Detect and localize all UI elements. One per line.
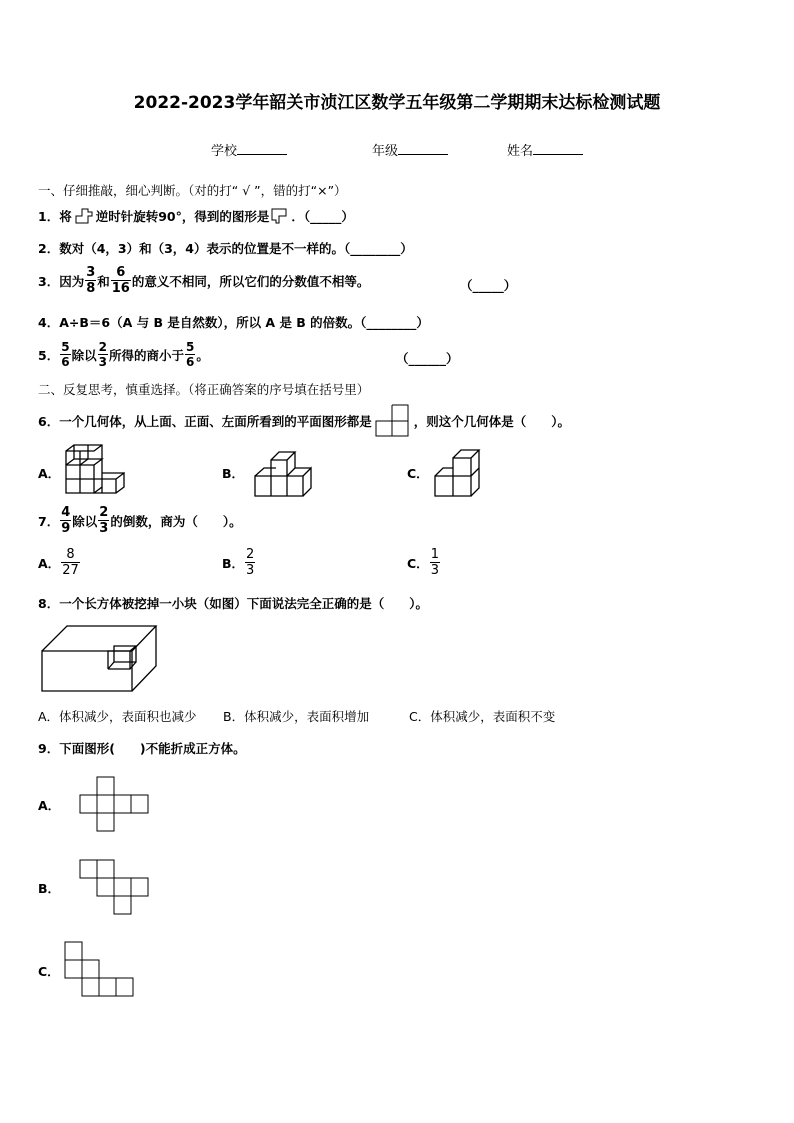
- q1-shape-original: [74, 207, 94, 225]
- q7-fraction-2: $\frac{2}{3}$: [99, 505, 109, 536]
- q3-and: 和: [97, 273, 110, 289]
- q6-option-b-label: B．: [222, 466, 245, 481]
- q1-number: 1．: [38, 209, 60, 224]
- q3-text: 的意义不相同，所以它们的分数值不相等。: [131, 273, 370, 289]
- q1-text-b: 逆时针旋转90°，得到的图形是: [95, 209, 270, 224]
- section-1-heading: 一、仔细推敲，细心判断。（对的打“ √ ”，错的打“×”）: [38, 183, 347, 198]
- q7-text-a: 除以: [72, 513, 98, 529]
- section-2-heading: 二、反复思考，慎重选择。（将正确答案的序号填在括号里）: [38, 382, 370, 397]
- q8-cuboid-figure: [40, 624, 160, 694]
- q7-fraction-1: $\frac{4}{9}$: [61, 505, 71, 536]
- q9-option-c-label: C．: [38, 964, 60, 979]
- q9-option-b-net: [79, 859, 152, 917]
- q9-option-c-net: [64, 941, 139, 999]
- question-8: 8．一个长方体被挖掉一小块（如图）下面说法完全正确的是（ ）。: [38, 596, 428, 611]
- page-title: 2022-2023学年韶关市浈江区数学五年级第二学期期末达标检测试题: [133, 93, 661, 113]
- q6-text: 6．一个几何体，从上面、正面、左面所看到的平面图形都是: [38, 414, 372, 429]
- name-blank: [533, 142, 583, 155]
- q6-option-a-figure: [62, 443, 130, 495]
- name-field: [507, 140, 583, 159]
- school-blank: [237, 142, 287, 155]
- q1-text-a: 将: [59, 209, 72, 224]
- question-4: 4．A÷B＝6（A 与 B 是自然数），所以 A 是 B 的倍数。（________）: [38, 315, 429, 330]
- q6-option-b-figure: [252, 446, 314, 498]
- q1-shape-rotated: [270, 207, 290, 225]
- question-3: [38, 266, 369, 295]
- q5-fraction-2: $\frac{2}{3}$: [98, 340, 107, 369]
- q9-option-a-label: A．: [38, 798, 61, 813]
- question-6: [38, 404, 570, 438]
- q7-option-b: B． $\frac{2}{3}$: [222, 547, 255, 578]
- q6-view-shape: [375, 404, 411, 438]
- question-2: 2．数对（4，3）和（3，4）表示的位置是不一样的。（________）: [38, 241, 413, 256]
- q3-number: 3．因为: [38, 273, 85, 289]
- q7-text-b: 的倒数，商为（ ）。: [110, 513, 242, 529]
- q8-option-a: A．体积减少，表面积也减少: [38, 709, 197, 724]
- q5-fraction-3: $\frac{5}{6}$: [185, 340, 195, 369]
- q6-text-rest: ，则这个几何体是（ ）。: [413, 414, 570, 429]
- question-5: [38, 341, 209, 368]
- q3-fraction-2: $\frac{6}{16}$: [111, 265, 130, 296]
- q6-option-c-figure: [432, 446, 482, 498]
- q7-option-c: C． $\frac{1}{3}$: [407, 547, 439, 578]
- q8-option-c: C．体积减少，表面积不变: [409, 709, 556, 724]
- question-1: [38, 207, 354, 225]
- q5-text-b: 所得的商小于: [108, 347, 184, 363]
- school-label: 学校: [211, 144, 238, 159]
- name-label: 姓名: [507, 144, 534, 159]
- q3-fraction-1: $\frac{3}{8}$: [86, 265, 96, 296]
- q5-text-c: 。: [196, 347, 209, 363]
- q9-option-b-label: B．: [38, 881, 61, 896]
- q5-text-a: 除以: [71, 347, 97, 363]
- q6-option-a-label: A．: [38, 466, 61, 481]
- q7-number: 7．: [38, 513, 60, 529]
- q7-option-a: A． $\frac{8}{27}$: [38, 547, 79, 578]
- grade-field: [372, 140, 448, 159]
- q5-answer-blank: （______）: [396, 351, 459, 366]
- grade-label: 年级: [372, 144, 399, 159]
- grade-blank: [398, 142, 448, 155]
- q1-answer-blank: ．（_____）: [291, 209, 354, 224]
- q5-fraction-1: $\frac{5}{6}$: [61, 340, 70, 369]
- question-7: [38, 506, 242, 535]
- q8-option-b: B．体积减少，表面积增加: [223, 709, 370, 724]
- q5-number: 5．: [38, 347, 60, 363]
- q3-answer-blank: （_____）: [460, 278, 517, 293]
- school-field: [211, 140, 287, 159]
- q9-option-a-net: [79, 776, 152, 833]
- question-9: 9．下面图形( )不能折成正方体。: [38, 741, 246, 756]
- q6-option-c-label: C．: [407, 466, 429, 481]
